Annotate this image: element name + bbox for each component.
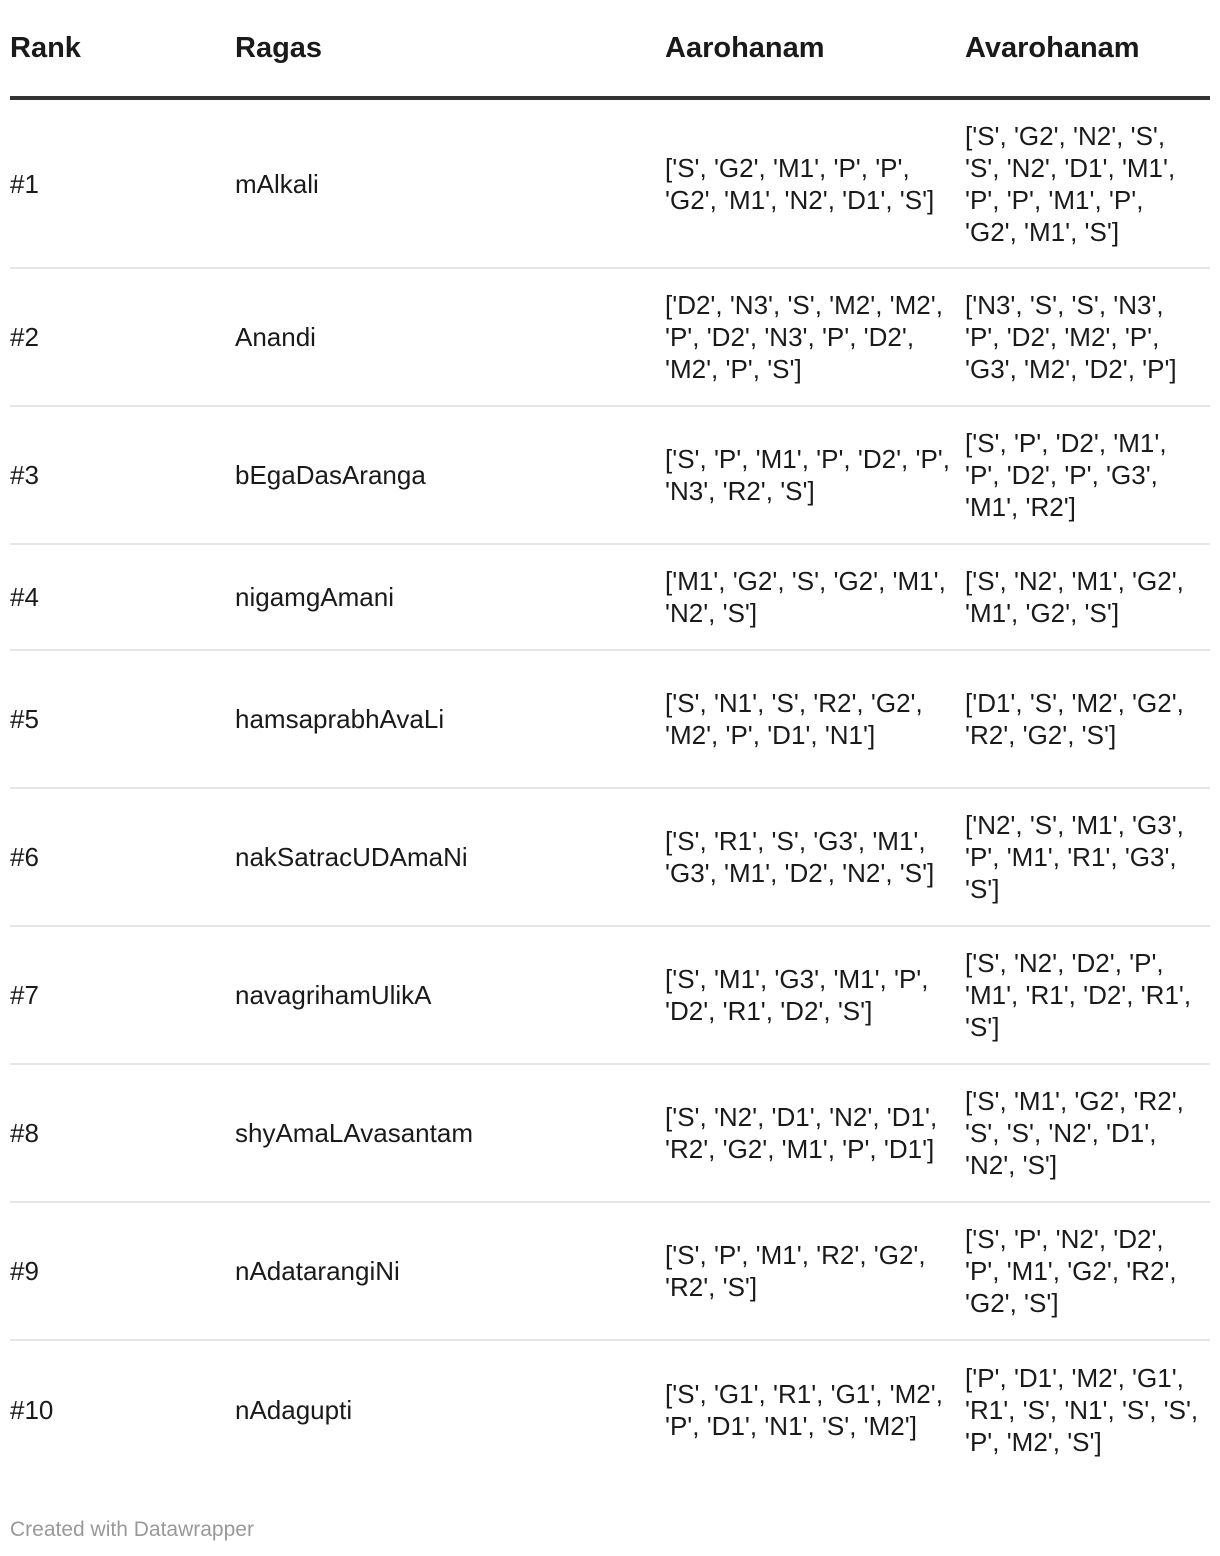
aarohanam-cell: ['S', 'R1', 'S', 'G3', 'M1', 'G3', 'M1', 'D2', 'N2', 'S'] bbox=[665, 788, 965, 926]
raga-name-cell: nakSatracUDAmaNi bbox=[235, 788, 665, 926]
raga-name-cell: mAlkali bbox=[235, 98, 665, 268]
table-header bbox=[10, 0, 1210, 98]
rank-cell: #1 bbox=[10, 98, 235, 268]
avarohanam-cell: ['P', 'D1', 'M2', 'G1', 'R1', 'S', 'N1', 'S', 'S', 'P', 'M2', 'S'] bbox=[965, 1362, 1199, 1457]
table-body bbox=[10, 98, 1210, 1478]
avarohanam-cell: ['S', 'N2', 'M1', 'G2', 'M1', 'G2', 'S'] bbox=[965, 544, 1210, 650]
avarohanam-cell: ['N2', 'S', 'M1', 'G3', 'P', 'M1', 'R1', 'G3', 'S'] bbox=[965, 788, 1210, 926]
avarohanam-cell: ['S', 'G2', 'N2', 'S', 'S', 'N2', 'D1', 'M1', 'P', 'P', 'M1', 'P', 'G2', 'M1', 'S'] bbox=[965, 98, 1210, 268]
aarohanam-cell: ['S', 'G1', 'R1', 'G1', 'M2', 'P', 'D1', 'N1', 'S', 'M2'] bbox=[665, 1378, 943, 1441]
aarohanam-cell: ['S', 'M1', 'G3', 'M1', 'P', 'D2', 'R1', 'D2', 'S'] bbox=[665, 926, 965, 1064]
avarohanam-cell: ['D1', 'S', 'M2', 'G2', 'R2', 'G2', 'S'] bbox=[965, 650, 1210, 788]
table-row bbox=[10, 406, 1210, 544]
aarohanam-cell: ['S', 'N1', 'S', 'R2', 'G2', 'M2', 'P', 'D1', 'N1'] bbox=[665, 650, 965, 788]
raga-name-cell: nAdatarangiNi bbox=[235, 1202, 665, 1340]
raga-name-cell: hamsaprabhAvaLi bbox=[235, 650, 665, 788]
rank-cell: #10 bbox=[10, 1394, 54, 1425]
aarohanam-cell: ['S', 'P', 'M1', 'P', 'D2', 'P', 'N3', 'R2', 'S'] bbox=[665, 406, 965, 544]
avarohanam-cell: ['S', 'P', 'D2', 'M1', 'P', 'D2', 'P', 'G3', 'M1', 'R2'] bbox=[965, 406, 1210, 544]
aarohanam-cell: ['M1', 'G2', 'S', 'G2', 'M1', 'N2', 'S'] bbox=[665, 544, 965, 650]
table-row bbox=[10, 1340, 1210, 1478]
table-row bbox=[10, 1202, 1210, 1340]
avarohanam-cell: ['N3', 'S', 'S', 'N3', 'P', 'D2', 'M2', 'P', 'G3', 'M2', 'D2', 'P'] bbox=[965, 268, 1210, 406]
table-row bbox=[10, 1064, 1210, 1202]
raga-name-cell: nAdagupti bbox=[235, 1394, 353, 1425]
raga-name-cell: nigamgAmani bbox=[235, 544, 665, 650]
table-row bbox=[10, 926, 1210, 1064]
rank-cell: #2 bbox=[10, 268, 235, 406]
aarohanam-cell: ['S', 'P', 'M1', 'R2', 'G2', 'R2', 'S'] bbox=[665, 1202, 965, 1340]
datawrapper-table-chart bbox=[10, 0, 1210, 1541]
table-row bbox=[10, 98, 1210, 268]
column-header-ragas[interactable]: Ragas bbox=[235, 0, 665, 98]
rank-cell: #3 bbox=[10, 406, 235, 544]
rank-cell: #8 bbox=[10, 1064, 235, 1202]
raga-name-cell: navagrihamUlikA bbox=[235, 926, 665, 1064]
ragas-table bbox=[10, 0, 1210, 1478]
rank-cell: #5 bbox=[10, 650, 235, 788]
raga-name-cell: shyAmaLAvasantam bbox=[235, 1064, 665, 1202]
rank-cell: #9 bbox=[10, 1202, 235, 1340]
raga-name-cell: Anandi bbox=[235, 268, 665, 406]
table-row bbox=[10, 268, 1210, 406]
table-row bbox=[10, 650, 1210, 788]
column-header-avarohanam[interactable]: Avarohanam bbox=[965, 0, 1210, 98]
avarohanam-cell: ['S', 'P', 'N2', 'D2', 'P', 'M1', 'G2', 'R2', 'G2', 'S'] bbox=[965, 1202, 1210, 1340]
rank-cell: #4 bbox=[10, 544, 235, 650]
header-row bbox=[10, 0, 1210, 98]
column-header-aarohanam[interactable]: Aarohanam bbox=[665, 0, 965, 98]
column-header-rank[interactable]: Rank bbox=[10, 0, 235, 98]
table-row bbox=[10, 544, 1210, 650]
avarohanam-cell: ['S', 'N2', 'D2', 'P', 'M1', 'R1', 'D2', 'R1', 'S'] bbox=[965, 926, 1210, 1064]
raga-name-cell: bEgaDasAranga bbox=[235, 406, 665, 544]
aarohanam-cell: ['S', 'N2', 'D1', 'N2', 'D1', 'R2', 'G2', 'M1', 'P', 'D1'] bbox=[665, 1064, 965, 1202]
avarohanam-cell: ['S', 'M1', 'G2', 'R2', 'S', 'S', 'N2', 'D1', 'N2', 'S'] bbox=[965, 1064, 1210, 1202]
table-row bbox=[10, 788, 1210, 926]
footer-credit: Created with Datawrapper bbox=[10, 1518, 254, 1541]
aarohanam-cell: ['S', 'G2', 'M1', 'P', 'P', 'G2', 'M1', 'N2', 'D1', 'S'] bbox=[665, 98, 965, 268]
rank-cell: #6 bbox=[10, 788, 235, 926]
rank-cell: #7 bbox=[10, 926, 235, 1064]
aarohanam-cell: ['D2', 'N3', 'S', 'M2', 'M2', 'P', 'D2', 'N3', 'P', 'D2', 'M2', 'P', 'S'] bbox=[665, 268, 965, 406]
